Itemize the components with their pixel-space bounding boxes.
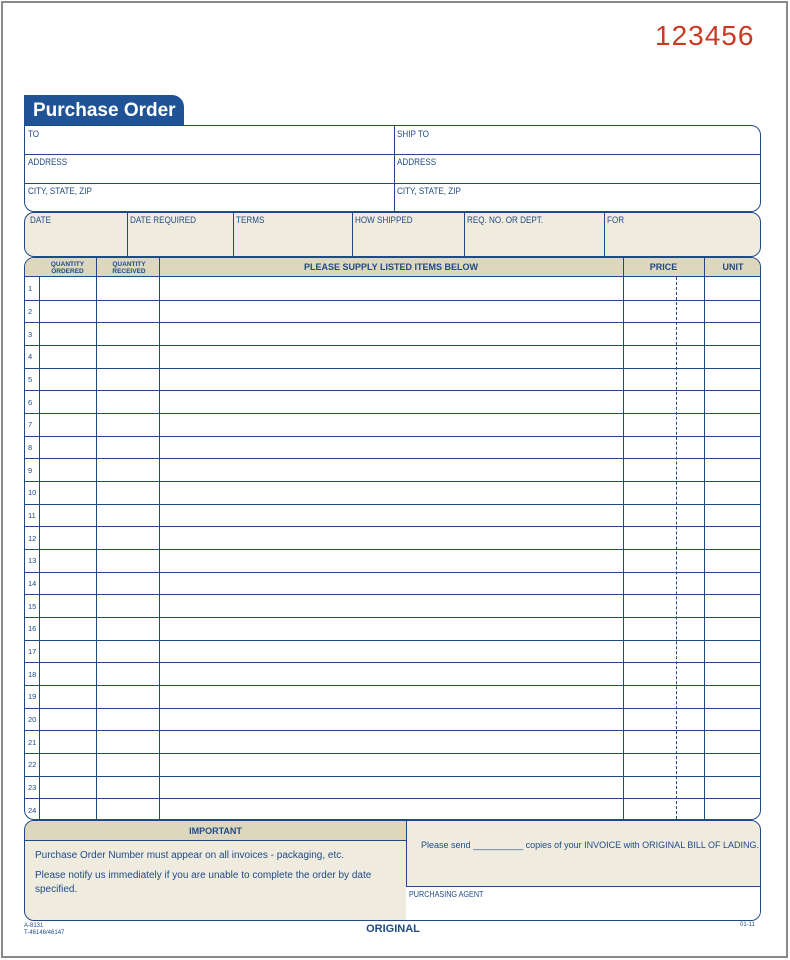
ship-address-field[interactable]: ADDRESS [397, 157, 437, 167]
footer-date-code: 01-11 [740, 922, 755, 928]
footer-code-1: A-8131 [24, 923, 44, 929]
row-divider [25, 322, 760, 323]
address-field[interactable]: ADDRESS [28, 157, 68, 167]
row-divider [25, 300, 760, 301]
row-divider [25, 458, 760, 459]
row-divider [25, 504, 760, 505]
address-block [24, 125, 761, 212]
header-description: PLEASE SUPPLY LISTED ITEMS BELOW [303, 262, 479, 272]
row-divider [25, 662, 760, 663]
send-copies-text [421, 840, 759, 850]
row-number: 14 [28, 579, 37, 588]
for-field[interactable]: FOR [607, 215, 625, 225]
row-number: 3 [28, 329, 33, 339]
row-number: 15 [28, 601, 37, 611]
city-field[interactable]: CITY, STATE, ZIP [28, 186, 92, 196]
date-field[interactable]: DATE [30, 215, 52, 225]
form-title: Purchase Order [24, 95, 184, 126]
row-number: 22 [28, 760, 37, 770]
row-divider [25, 481, 760, 482]
row-number: 23 [28, 783, 37, 792]
row-divider [25, 368, 760, 369]
important-heading: IMPORTANT [189, 826, 242, 836]
row-divider [25, 753, 760, 754]
row-number: 9 [28, 465, 33, 475]
ship-to-field[interactable]: SHIP TO [397, 129, 429, 139]
send-before: Please send [421, 840, 471, 850]
how-shipped-field[interactable]: HOW SHIPPED [355, 215, 413, 225]
row-number: 11 [28, 511, 36, 520]
row-number: 24 [28, 805, 37, 815]
header-qty-received: QUANTITY RECEIVED [112, 261, 146, 275]
row-divider [25, 798, 760, 799]
important-block [24, 820, 761, 921]
row-divider [25, 730, 760, 731]
req-no-field[interactable]: REQ. NO. OR DEPT. [467, 215, 544, 225]
row-divider [25, 776, 760, 777]
row-number: 2 [28, 307, 33, 316]
row-divider [25, 594, 760, 595]
row-number: 4 [28, 352, 33, 362]
row-divider [25, 436, 760, 437]
send-after: copies of your INVOICE with ORIGINAL BILL OF LADING. [525, 840, 760, 850]
copies-blank[interactable]: __________ [473, 840, 524, 850]
row-divider [25, 413, 760, 414]
row-divider [25, 617, 760, 618]
row-divider [25, 345, 760, 346]
row-number: 18 [28, 669, 37, 679]
header-qty-ordered: QUANTITY ORDERED [50, 261, 85, 275]
terms-field[interactable]: TERMS [236, 215, 265, 225]
row-number: 12 [28, 533, 37, 543]
row-number: 7 [28, 420, 33, 430]
row-number: 21 [28, 737, 37, 747]
details-block [24, 212, 761, 257]
row-divider [25, 708, 760, 709]
row-number: 5 [28, 375, 33, 384]
row-divider [25, 572, 760, 573]
row-divider [25, 549, 760, 550]
row-number: 16 [28, 624, 37, 634]
purchasing-agent-field[interactable]: PURCHASING AGENT [409, 890, 484, 899]
row-number: 1 [28, 284, 33, 294]
header-unit: UNIT [722, 262, 744, 272]
row-divider [25, 685, 760, 686]
row-number: 6 [28, 397, 33, 407]
row-number: 13 [28, 556, 37, 566]
row-number: 20 [28, 715, 37, 724]
form-number: 123456 [655, 20, 755, 51]
ship-city-field[interactable]: CITY, STATE, ZIP [397, 186, 461, 196]
items-table [24, 257, 761, 820]
date-required-field[interactable]: DATE REQUIRED [130, 215, 197, 225]
footer-code-2: T-46146/46147 [24, 930, 65, 936]
copy-label: ORIGINAL [366, 923, 420, 935]
row-number: 8 [28, 443, 33, 452]
row-number: 10 [28, 488, 37, 498]
important-line-2: Please notify us immediately if you are unable to complete the order by date specified. [35, 870, 372, 895]
header-price: PRICE [649, 262, 678, 272]
row-divider [25, 390, 760, 391]
row-number: 17 [28, 647, 37, 656]
row-divider [25, 526, 760, 527]
row-divider [25, 640, 760, 641]
to-field[interactable]: TO [28, 129, 40, 139]
row-number: 19 [28, 692, 37, 702]
important-line-1: Purchase Order Number must appear on all invoices - packaging, etc. [35, 850, 345, 861]
